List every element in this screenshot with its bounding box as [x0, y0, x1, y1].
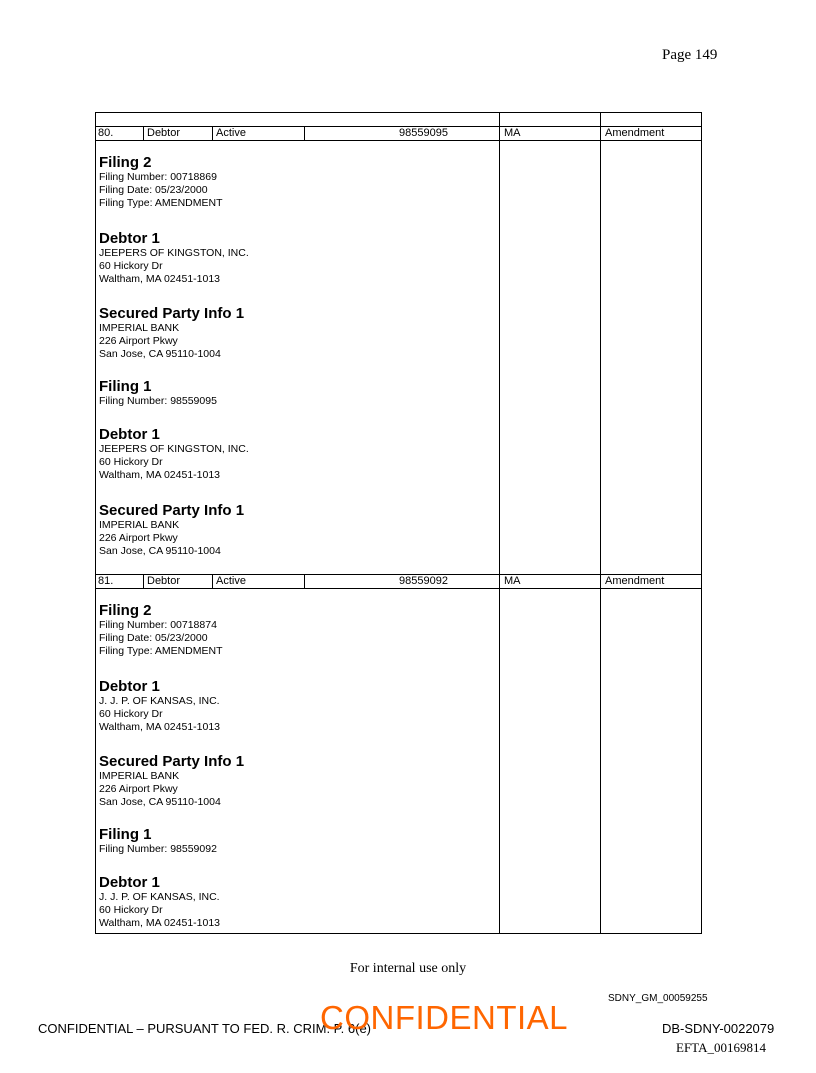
filing-ledger-table	[95, 112, 702, 934]
secured-party-block	[99, 305, 244, 361]
block-heading: Debtor 1	[99, 874, 160, 891]
block-line: IMPERIAL BANK	[99, 770, 180, 782]
block-line: Filing Number: 98559092	[99, 843, 217, 855]
block-line: Filing Number: 00718874	[99, 619, 217, 631]
record-status: Active	[216, 127, 246, 139]
debtor-block	[99, 678, 220, 734]
record-filing-number: 98559095	[399, 127, 448, 139]
filing-block	[99, 602, 223, 658]
block-line: 226 Airport Pkwy	[99, 335, 178, 347]
filing-block	[99, 378, 217, 408]
block-line: San Jose, CA 95110-1004	[99, 545, 221, 557]
block-heading: Secured Party Info 1	[99, 502, 245, 519]
block-line: 60 Hickory Dr	[99, 904, 163, 916]
block-line: 60 Hickory Dr	[99, 260, 163, 272]
block-heading: Debtor 1	[99, 678, 160, 695]
block-line: Filing Number: 98559095	[99, 395, 217, 407]
debtor-block	[99, 874, 220, 930]
confidential-stamp: CONFIDENTIAL	[320, 999, 569, 1036]
filing-block	[99, 154, 223, 210]
confidential-notice: CONFIDENTIAL – PURSUANT TO FED. R. CRIM. P. 6(e)	[38, 1021, 372, 1036]
block-line: 226 Airport Pkwy	[99, 532, 178, 544]
sdny-bates-number: SDNY_GM_00059255	[608, 993, 708, 1004]
block-line: Filing Date: 05/23/2000	[99, 632, 208, 644]
block-line: Filing Type: AMENDMENT	[99, 645, 223, 657]
block-line: Filing Type: AMENDMENT	[99, 197, 223, 209]
record-type: Debtor	[147, 127, 181, 139]
block-line: J. J. P. OF KANSAS, INC.	[99, 891, 220, 903]
record-state: MA	[504, 127, 521, 139]
block-heading: Filing 2	[99, 154, 152, 171]
block-line: San Jose, CA 95110-1004	[99, 348, 221, 360]
record-type: Debtor	[147, 575, 181, 587]
record-action: Amendment	[605, 575, 665, 587]
block-heading: Filing 1	[99, 378, 152, 395]
block-line: Waltham, MA 02451-1013	[99, 469, 221, 481]
record-status: Active	[216, 575, 246, 587]
block-line: Filing Date: 05/23/2000	[99, 184, 208, 196]
internal-use-note: For internal use only	[349, 961, 467, 976]
block-line: J. J. P. OF KANSAS, INC.	[99, 695, 220, 707]
record-state: MA	[504, 575, 521, 587]
block-line: Waltham, MA 02451-1013	[99, 273, 221, 285]
block-line: 226 Airport Pkwy	[99, 783, 178, 795]
record-action: Amendment	[605, 127, 665, 139]
secured-party-block	[99, 753, 244, 809]
efta-number: EFTA_00169814	[676, 1040, 766, 1055]
block-line: JEEPERS OF KINGSTON, INC.	[99, 247, 249, 259]
block-line: 60 Hickory Dr	[99, 456, 163, 468]
filing-block	[99, 826, 217, 856]
block-line: JEEPERS OF KINGSTON, INC.	[99, 443, 249, 455]
block-heading: Secured Party Info 1	[99, 753, 245, 770]
block-line: IMPERIAL BANK	[99, 322, 180, 334]
record-filing-number: 98559092	[399, 575, 448, 587]
block-line: Filing Number: 00718869	[99, 171, 217, 183]
block-line: Waltham, MA 02451-1013	[99, 917, 221, 929]
block-line: 60 Hickory Dr	[99, 708, 163, 720]
db-sdny-number: DB-SDNY-0022079	[662, 1021, 775, 1036]
record-index: 81.	[98, 575, 114, 587]
page-number: Page 149	[662, 47, 718, 63]
secured-party-block	[99, 502, 244, 558]
block-heading: Secured Party Info 1	[99, 305, 245, 322]
record-index: 80.	[98, 127, 114, 139]
debtor-block	[99, 426, 249, 482]
debtor-block	[99, 230, 249, 286]
block-heading: Filing 2	[99, 602, 152, 619]
block-heading: Debtor 1	[99, 230, 160, 247]
block-line: Waltham, MA 02451-1013	[99, 721, 221, 733]
block-line: San Jose, CA 95110-1004	[99, 796, 221, 808]
block-line: IMPERIAL BANK	[99, 519, 180, 531]
block-heading: Filing 1	[99, 826, 152, 843]
block-heading: Debtor 1	[99, 426, 160, 443]
